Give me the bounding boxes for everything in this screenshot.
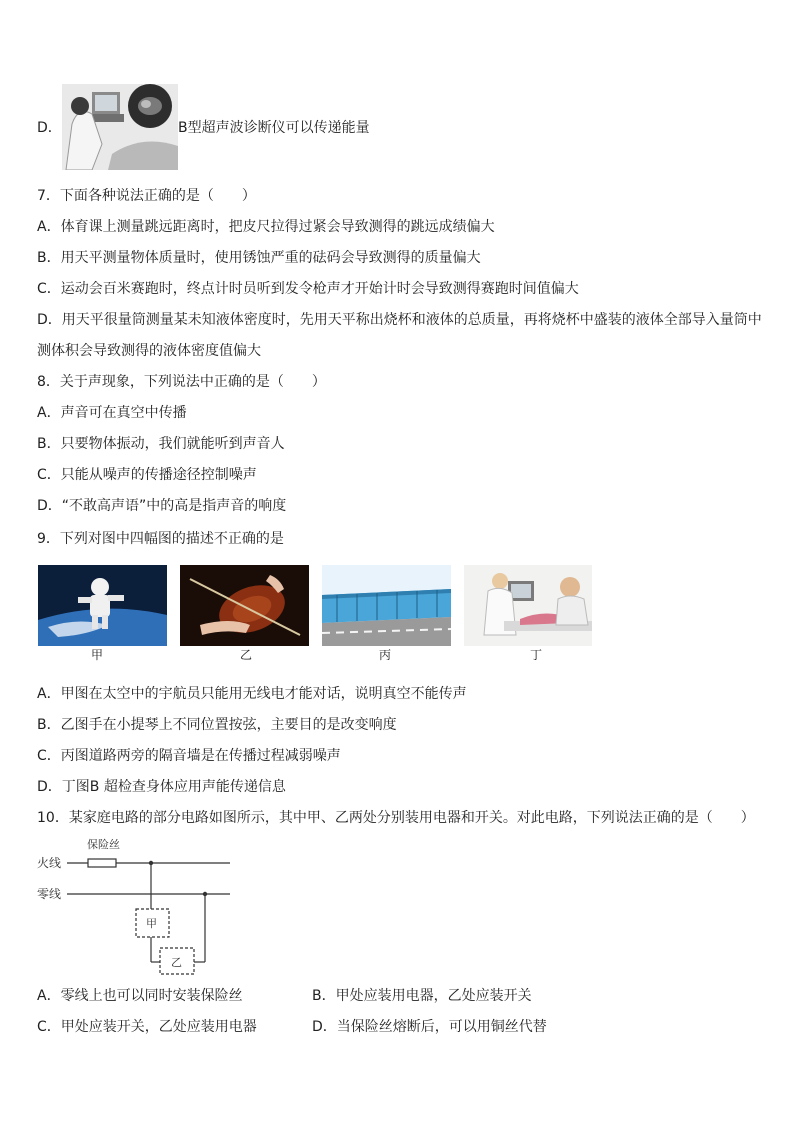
q7-option-a: A．体育课上测量跳远距离时，把皮尺拉得过紧会导致测得的跳远成绩偏大: [37, 219, 495, 235]
q7-option-d-line1: D．用天平很量筒测量某未知液体密度时，先用天平称出烧杯和液体的总质量，再将烧杯中盛装的液体全部导入量筒中: [37, 312, 762, 328]
q8-option-c: C．只能从噪声的传播途径控制噪声: [37, 467, 257, 483]
q10-option-c: C．甲处应装开关，乙处应装用电器: [37, 1019, 257, 1035]
q9-label-jia: 甲: [91, 648, 104, 662]
q7-option-c: C．运动会百米赛跑时，终点计时员听到发令枪声才开始计时会导致测得赛跑时间值偏大: [37, 281, 579, 297]
q9-option-b: B．乙图手在小提琴上不同位置按弦，主要目的是改变响度: [37, 717, 397, 733]
q9-label-yi: 乙: [240, 648, 253, 662]
q10-option-a: A．零线上也可以同时安装保险丝: [37, 988, 243, 1004]
q7-stem: 7．下面各种说法正确的是（ ）: [37, 188, 256, 204]
q9-label-bing: 丙: [379, 648, 392, 662]
sound-barrier-wall-image: [322, 565, 451, 646]
ultrasound-machine-image: [62, 84, 178, 170]
fuse-label: 保险丝: [87, 838, 120, 851]
violin-image: [180, 565, 309, 646]
q9-stem: 9．下列对图中四幅图的描述不正确的是: [37, 531, 284, 547]
q9-label-ding: 丁: [530, 648, 543, 662]
q9-option-d: D．丁图B 超检查身体应用声能传递信息: [37, 779, 286, 795]
q10-option-d: D．当保险丝熔断后，可以用铜丝代替: [312, 1019, 547, 1035]
q7-option-d-line2: 测体积会导致测得的液体密度值偏大: [37, 343, 261, 359]
q7-option-b: B．用天平测量物体质量时，使用锈蚀严重的砝码会导致测得的质量偏大: [37, 250, 481, 266]
live-wire-label: 火线: [37, 856, 62, 870]
q8-option-a: A．声音可在真空中传播: [37, 405, 187, 421]
box-yi-label: 乙: [171, 956, 182, 969]
household-circuit-diagram: [35, 832, 235, 980]
fuse-symbol: [88, 859, 116, 867]
q10-stem: 10．某家庭电路的部分电路如图所示，其中甲、乙两处分别装用电器和开关。对此电路，下列说法正确的是（ ）: [37, 810, 755, 826]
neutral-wire-label: 零线: [37, 887, 62, 901]
q10-option-b: B．甲处应装用电器，乙处应装开关: [312, 988, 532, 1004]
q8-stem: 8．关于声现象，下列说法中正确的是（ ）: [37, 374, 326, 390]
b-ultrasound-exam-image: [464, 565, 592, 646]
q6-option-d-text: B型超声波诊断仪可以传递能量: [178, 120, 370, 136]
q6-option-d-letter: D．: [37, 120, 62, 136]
q8-option-b: B．只要物体振动，我们就能听到声音人: [37, 436, 285, 452]
box-jia-label: 甲: [146, 917, 157, 930]
q9-option-c: C．丙图道路两旁的隔音墙是在传播过程减弱噪声: [37, 748, 341, 764]
q9-option-a: A．甲图在太空中的宇航员只能用无线电才能对话，说明真空不能传声: [37, 686, 467, 702]
q8-option-d: D．“不敢高声语”中的高是指声音的响度: [37, 498, 287, 514]
astronaut-image: [38, 565, 167, 646]
